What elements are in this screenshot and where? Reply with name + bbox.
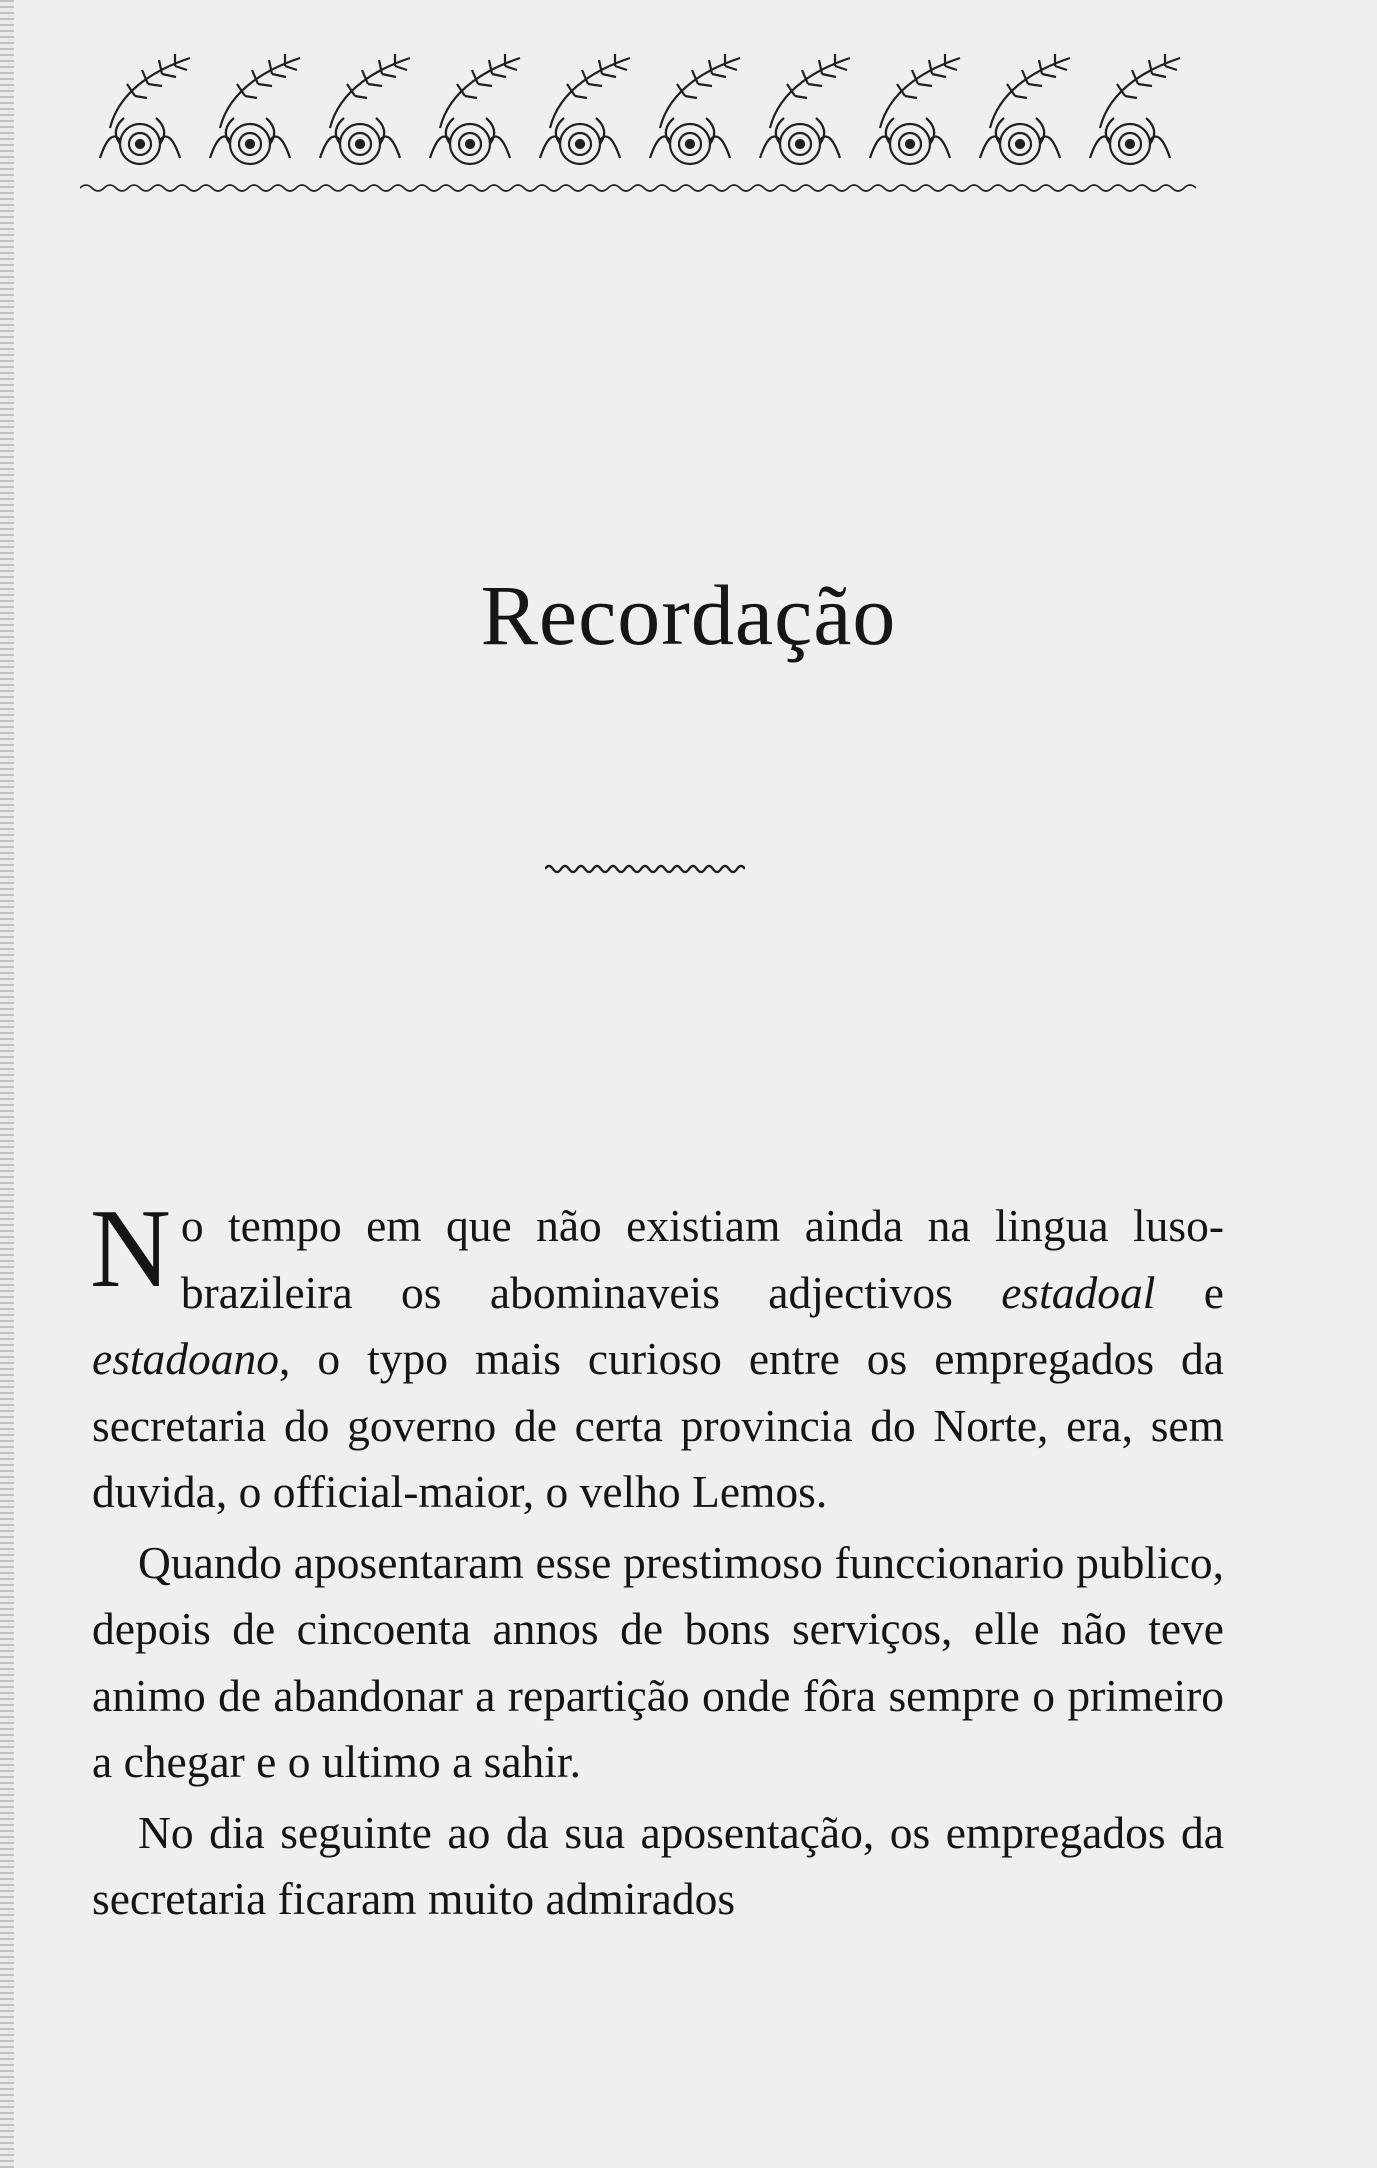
- paragraph-1-start: o tempo em que não existiam ainda na lingua luso-brazileira os abominaveis adjectivos: [180, 1200, 1224, 1318]
- chapter-title: Recordação: [480, 567, 897, 663]
- paragraph-1-end: , o typo mais curioso entre os empregados da secretaria do governo de certa provincia do Norte, era, sem duvida, o official-maior, o velho Lemos.: [92, 1333, 1224, 1517]
- drop-cap: N: [90, 1187, 171, 1311]
- page-edge: [0, 0, 14, 2168]
- bleed-through-texture: [300, 200, 1377, 1250]
- paragraph-1: [90, 1187, 1224, 1526]
- paragraph-2: Quando aposentaram esse prestimoso funccionario publico, depois de cincoenta annos de bons serviços, elle não teve animo de abandonar a repartição onde fôra sempre o primeiro a chegar e o ultimo a sahir.: [92, 1536, 1224, 1787]
- italic-estadoano: estadoano: [92, 1333, 280, 1384]
- body-text: [90, 1187, 1224, 1933]
- paragraph-1-mid: e: [1155, 1266, 1224, 1318]
- paragraph-3: No dia seguinte ao da sua aposentação, os empregados da secretaria ficaram muito admirados: [92, 1806, 1224, 1924]
- wavy-rule-icon: [545, 862, 745, 876]
- floral-ornament-icon: [80, 48, 1200, 198]
- floral-ornament-header: [80, 48, 1200, 198]
- italic-estadoal: estadoal: [1001, 1266, 1156, 1318]
